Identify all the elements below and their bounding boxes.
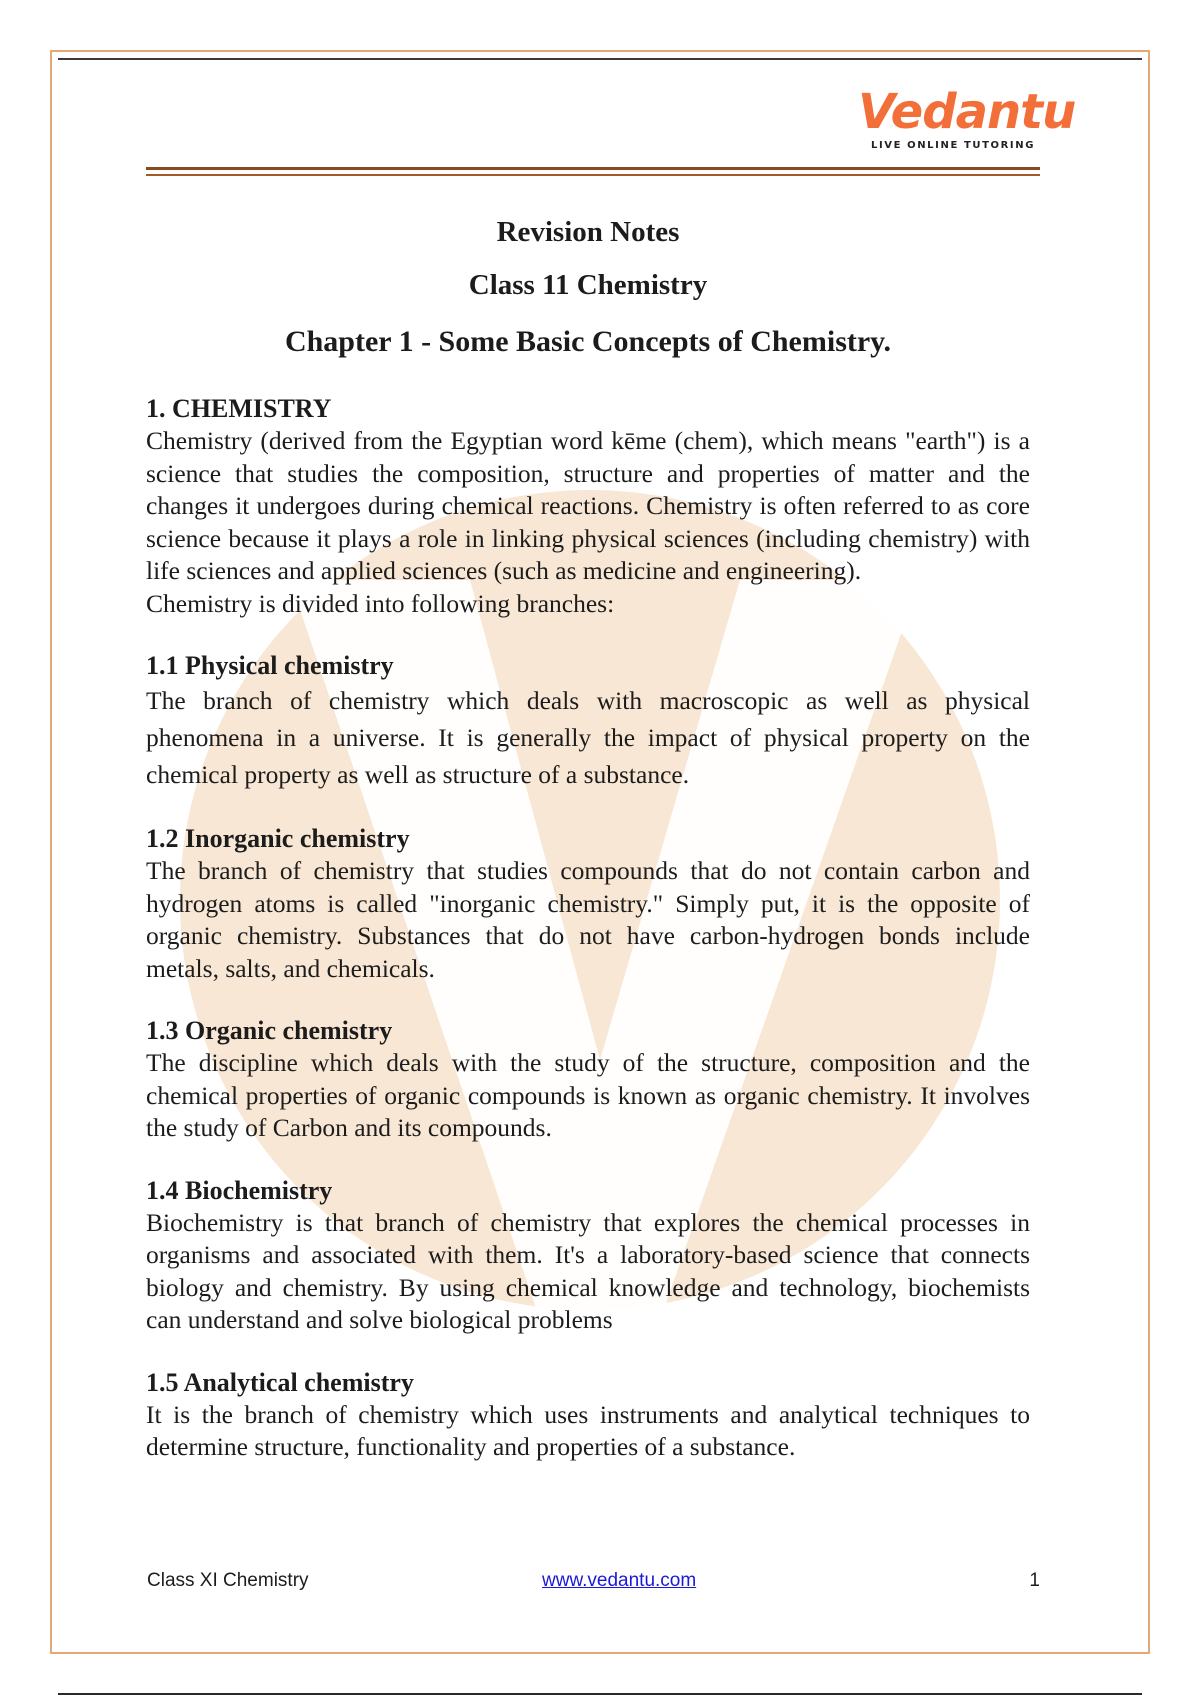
section-heading: 1.4 Biochemistry [146,1175,333,1205]
section-paragraph: The discipline which deals with the study of the structure, composition and the chemical properties of organic compounds is known as organic chemistry. It involves the study of Carbon and its compounds. [146,1048,1030,1142]
section-paragraph: It is the branch of chemistry which uses instruments and analytical techniques to determine structure, functionality and properties of a substance. [146,1399,1030,1461]
section-analytical-chemistry [146,1367,1030,1464]
logo-tagline: LIVE ONLINE TUTORING [870,140,1036,151]
section-paragraph: Chemistry is divided into following branches: [146,588,615,618]
vedantu-logo[interactable] [858,84,1076,151]
section-heading: 1. CHEMISTRY [146,394,332,423]
section-physical-chemistry [146,650,1030,793]
document-title: Revision Notes [496,216,680,248]
logo-wordmark: Vedantu [858,84,1076,140]
page-number: 1 [1029,1570,1040,1591]
bottom-rule [58,1693,1142,1695]
section-heading: 1.2 Inorganic chemistry [146,824,410,853]
page-footer [147,1570,1040,1600]
section-biochemistry [146,1175,1030,1337]
section-inorganic-chemistry [146,823,1030,985]
section-heading: 1.1 Physical chemistry [146,651,394,680]
header-rule [146,167,1040,176]
section-paragraph: Chemistry (derived from the Egyptian word kēme (chem), which means "earth") is a science that studies the composition, structure and properties of matter and the changes it undergoes during chemical reactions. Chemistry is often referred to as core science because it plays a role in linking physical sciences (including chemistry) with life sciences and applied sciences (such as medicine and engineering). [146,426,1030,585]
footer-website-link[interactable]: www.vedantu.com [542,1570,697,1591]
document-subtitle: Class 11 Chemistry [468,269,708,301]
section-heading: 1.3 Organic chemistry [146,1016,393,1045]
section-chemistry [146,393,1030,620]
footer-class-label: Class XI Chemistry [147,1570,309,1591]
section-paragraph: Biochemistry is that branch of chemistry that explores the chemical processes in organisms and associated with them. It's a laboratory-based science that connects biology and chemistry. By using chemical knowledge and technology, biochemists can understand and solve biological problems [146,1207,1030,1334]
document-body [146,206,1030,1464]
section-organic-chemistry [146,1015,1030,1145]
chapter-title: Chapter 1 - Some Basic Concepts of Chemistry. [284,325,892,358]
section-paragraph: The branch of chemistry which deals with macroscopic as well as physical phenomena in a universe. It is generally the impact of physical property on the chemical property as well as structure of a substance. [146,686,1030,789]
section-heading: 1.5 Analytical chemistry [146,1367,414,1397]
section-paragraph: The branch of chemistry that studies compounds that do not contain carbon and hydrogen atoms is called "inorganic chemistry." Simply put, it is the opposite of organic chemistry. Substances that do not have carbon-hydrogen bonds include metals, salts, and chemicals. [146,856,1030,983]
